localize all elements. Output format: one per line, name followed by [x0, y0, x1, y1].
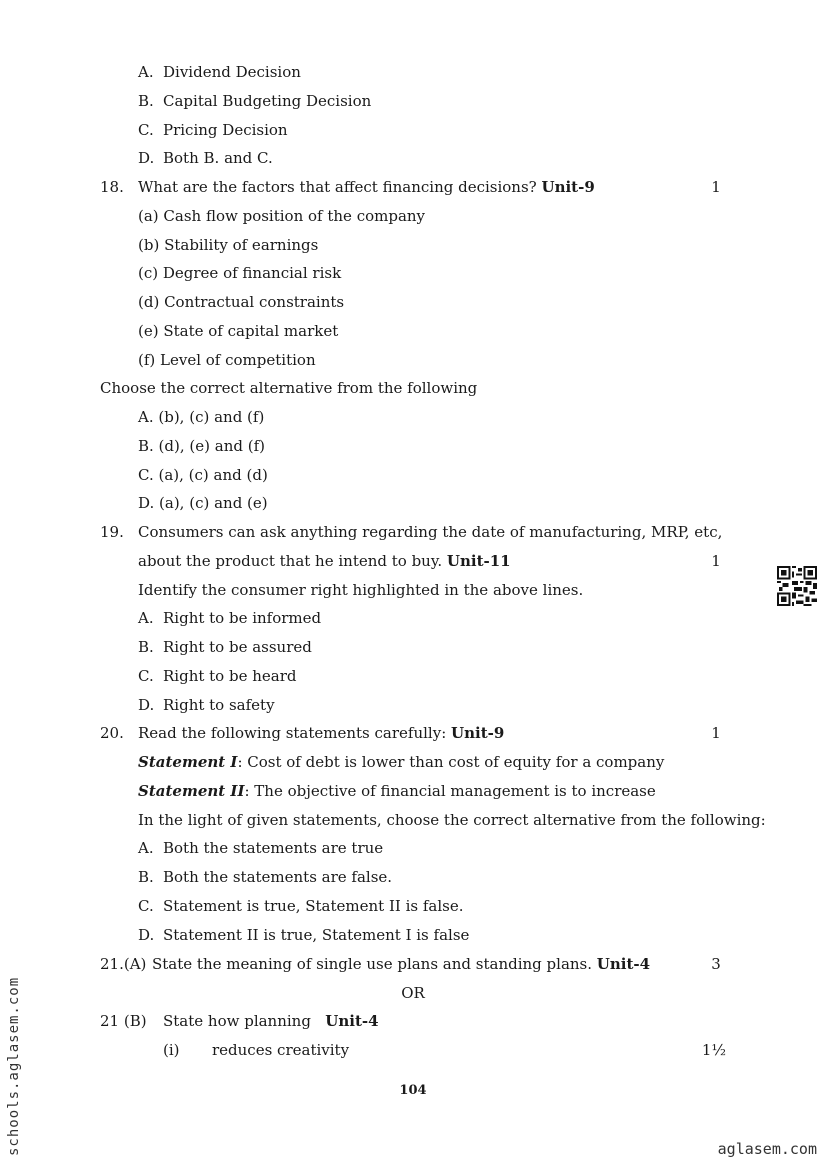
q20-unit: Unit-9: [451, 724, 505, 742]
q18-unit: Unit-9: [541, 178, 595, 196]
q18-factor-d: (d) Contractual constraints: [138, 293, 345, 311]
q18-option-a: A. (b), (c) and (f): [138, 408, 265, 426]
q21b-sub-marks: 1½: [701, 1041, 726, 1059]
q19-unit: Unit-11: [446, 552, 511, 570]
q17-option-b: B. Capital Budgeting Decision: [138, 92, 372, 110]
q21b-unit: Unit-4: [325, 1012, 379, 1030]
q21b-sub-text: reduces creativity: [212, 1041, 350, 1059]
q18-option-c: C. (a), (c) and (d): [138, 466, 268, 484]
q21a-marks: 3: [711, 955, 721, 973]
q18-marks: 1: [711, 178, 721, 196]
q17-option-d: D. Both B. and C.: [138, 149, 273, 167]
q18-option-d: D. (a), (c) and (e): [138, 494, 268, 512]
q17-option-a: A. Dividend Decision: [138, 63, 301, 81]
or-separator: OR: [401, 984, 425, 1002]
q20-statement-2: Statement II: The objective of financial management is to increase: [138, 782, 656, 800]
q21b-sub-number: (i): [163, 1041, 180, 1059]
q18-factor-e: (e) State of capital market: [138, 322, 339, 340]
q21a-question: State the meaning of single use plans and standing plans. Unit-4: [152, 955, 651, 973]
q20-number: 20.: [100, 724, 124, 742]
q18-option-b: B. (d), (e) and (f): [138, 437, 265, 455]
q18-question: What are the factors that affect financing decisions? Unit-9: [138, 178, 595, 196]
page-number: 104: [399, 1083, 427, 1098]
qr-code-icon: [777, 566, 817, 606]
q21a-number: 21.(A): [100, 955, 147, 973]
q21a-unit: Unit-4: [596, 955, 651, 973]
q19-line3: Identify the consumer right highlighted in the above lines.: [138, 581, 584, 599]
q18-factor-f: (f) Level of competition: [138, 351, 316, 369]
q20-option-b: B. Both the statements are false.: [138, 868, 393, 886]
q19-option-a: A. Right to be informed: [138, 609, 322, 627]
q21b-number: 21 (B): [100, 1012, 147, 1030]
q18-factor-c: (c) Degree of financial risk: [138, 264, 342, 282]
q20-option-d: D. Statement II is true, Statement I is false: [138, 926, 470, 944]
q19-line2: about the product that he intend to buy. Unit-11: [138, 552, 511, 570]
q19-line1: Consumers can ask anything regarding the date of manufacturing, MRP, etc,: [138, 523, 723, 541]
q19-number: 19.: [100, 523, 124, 541]
q19-option-b: B. Right to be assured: [138, 638, 312, 656]
q18-instruction: Choose the correct alternative from the following: [100, 379, 478, 397]
q21b-question: State how planning Unit-4: [163, 1012, 379, 1030]
q18-factor-b: (b) Stability of earnings: [138, 236, 319, 254]
q19-option-c: C. Right to be heard: [138, 667, 297, 685]
q17-option-c: C. Pricing Decision: [138, 121, 288, 139]
q19-option-d: D. Right to safety: [138, 696, 275, 714]
q20-option-a: A. Both the statements are true: [138, 839, 384, 857]
q20-instruction: In the light of given statements, choose the correct alternative from the following:: [138, 811, 766, 829]
q20-marks: 1: [711, 724, 721, 742]
q18-factor-a: (a) Cash flow position of the company: [138, 207, 426, 225]
bottom-watermark: aglasem.com: [717, 1140, 817, 1158]
q20-option-c: C. Statement is true, Statement II is false.: [138, 897, 464, 915]
q19-marks: 1: [711, 552, 721, 570]
side-watermark: schools.aglasem.com: [6, 976, 22, 1156]
q20-question: Read the following statements carefully: Unit-9: [138, 724, 505, 742]
q18-number: 18.: [100, 178, 124, 196]
q20-statement-1: Statement I: Cost of debt is lower than cost of equity for a company: [138, 753, 665, 771]
